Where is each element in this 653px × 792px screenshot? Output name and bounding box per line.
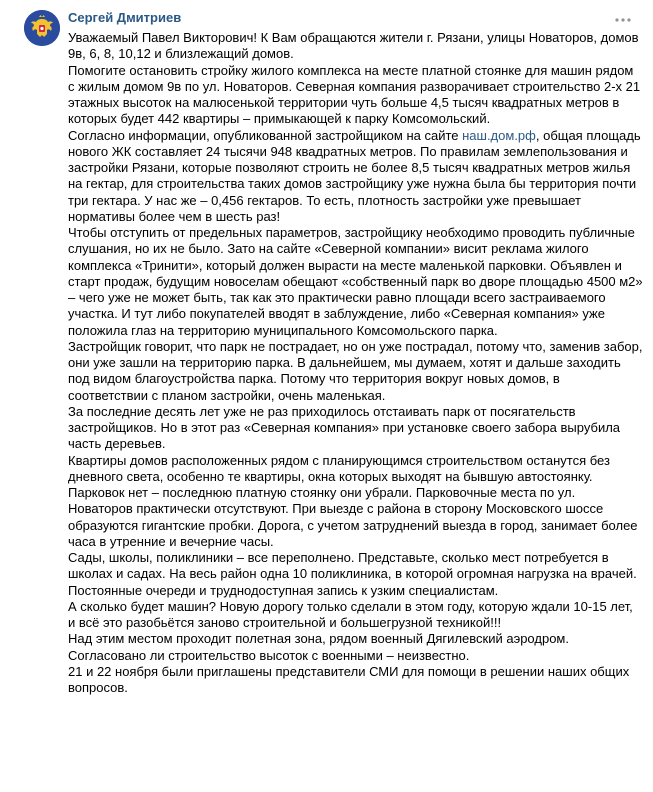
site-link[interactable]: наш.дом.рф — [462, 127, 536, 143]
post-text-part-1: Уважаемый Павел Викторович! К Вам обращаются жители г. Рязани, улицы Новаторов, домов 9в, 6, 8, 10,12 и близлежащий домов. Помогите остановить стройку жилого комплекса на месте платной стоянке для машин рядом с жилым домом 9в по ул. Новаторов. Северная компания разворачивает строительство 2-х 21 этажных высоток на малюсенькой территории чуть больше 4,5 тысяч квадратных метров в которых будет 442 квартиры – примыкающей к парку Комсомольский. Согласно информации, опубликованной застройщиком на сайте — [68, 30, 641, 143]
double-headed-eagle-icon — [24, 10, 60, 46]
author-name[interactable]: Сергей Дмитриев — [68, 10, 182, 25]
post-text-part-2: , общая площадь нового ЖК составляет 24 тысячи 948 квадратных метров. По правилам землепользования и застройки Рязани, которые позволяют строить не более 8,5 тысяч квадратных метров жилья на гектар, для строительства таких домов застройщику уже нужна была бы территория почти три гектара. У нас же – 0,456 гектаров. То есть, плотность застройки уже превышает нормативы более чем в шесть раз! Чтобы отступить от предельных параметров, застройщику необходимо проводить публичные слушания, но их не было. Зато на сайте «Северной компании» висит реклама жилого комплекса «Тринити», который должен вырасти на месте маленькой парковки. Объявлен и старт продаж, будущим новоселам обещают «собственный парк во дворе площадью 4500 м2» – чего уже не может быть, так как это практически равно площади всего застраиваемого участка. И тут либо покупателей вводят в заблуждение, либо «Северная компания» уже положила глаз на территорию муниципального Комсомольского парка. Застройщик говорит, что парк не пострадает, но он уже пострадал, потому что, заменив забор, они уже зашли на территорию парка. В дальнейшем, мы думаем, хотят и дальше заходить под видом благоустройства парка. Потому что территория вокруг новых домов, в соответствии с планом застройки, очень маленькая. За последние десять лет уже не раз приходилось отстаивать парк от посягательств застройщиков. Но в этот раз «Северная компания» при установке своего забора вырубила часть деревьев. Квартиры домов расположенных рядом с планирующимся строительством останутся без дневного света, особенно те квартиры, окна которых выходят на бывшую автостоянку. Парковок нет – последнюю платную стоянку они убрали. Парковочные места по ул. Новаторов практически отсутствуют. При выезде с района в сторону Московского шоссе образуются гигантские пробки. Дорога, с учетом затруднений выезда в город, занимает более часа в утренние и вечерние часы. Сады, школы, поликлиники – все переполнено. Представьте, сколько мест потребуется в школах и садах. На весь район одна 10 поликлиника, в которой огромная нагрузка на врачей. Постоянные очереди и труднодоступная запись к узким специалистам. А сколько будет машин? Новую дорогу только сделали в этом году, которую ждали 10-15 лет, и всё это разобьётся заново строительной и большегрузной техникой!!! Над этим местом проходит полетная зона, рядом военный Дягилевский аэродром. Согласовано ли строительство высоток с военными – неизвестно. 21 и 22 ноября были приглашены представители СМИ для помощи в решении наших общих вопросов. — [68, 127, 643, 695]
author-avatar[interactable] — [24, 10, 60, 46]
more-horizontal-icon[interactable] — [614, 11, 632, 29]
post-text — [68, 30, 643, 696]
